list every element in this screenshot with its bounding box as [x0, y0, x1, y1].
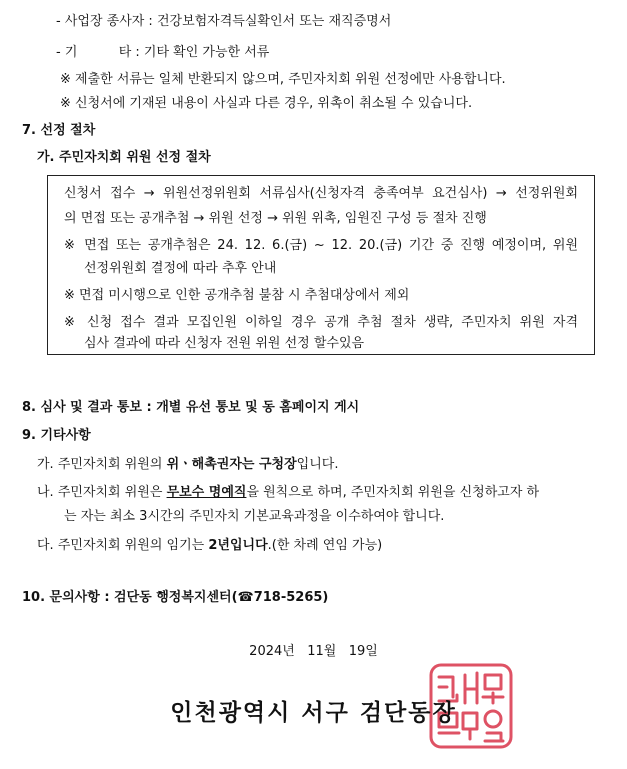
selection-procedure-box — [47, 175, 595, 355]
document-date: 2024년 11월 19일 — [249, 644, 378, 659]
section-9-item-da — [37, 538, 382, 554]
item-na-prefix: 나. 주민자치회 위원은 — [37, 485, 167, 500]
section-9-item-na — [37, 485, 539, 501]
doc-line-required-docs-employee: - 사업장 종사자 : 건강보험자격득실확인서 또는 재직증명서 — [56, 14, 392, 29]
issuer-name: 인천광역시 서구 검단동장 — [170, 699, 457, 726]
procedure-note-3-cont: 심사 결과에 따라 신청자 전원 위원 선정 할수있음 — [84, 336, 365, 351]
procedure-note-1-cont: 선정위원회 결정에 따라 추후 안내 — [84, 261, 277, 276]
doc-note-no-return: ※ 제출한 서류는 일체 반환되지 않으며, 주민자치회 위원 선정에만 사용합니다. — [60, 72, 506, 87]
procedure-note-1: ※ 면접 또는 공개추첨은 24. 12. 6.(금) ~ 12. 20.(금) 기간 중 진행 예정이며, 위원 — [64, 238, 578, 253]
item-na-underline: 무보수 명예직 — [166, 485, 247, 500]
section-8-heading: 8. 심사 및 결과 통보 : 개별 유선 통보 및 동 홈페이지 게시 — [22, 400, 360, 415]
item-ga-prefix: 가. 주민자치회 위원의 — [37, 457, 167, 472]
item-da-bold: 2년입니다 — [208, 538, 268, 553]
procedure-note-2: ※ 면접 미시행으로 인한 공개추첨 불참 시 추첨대상에서 제외 — [64, 288, 410, 303]
doc-line-required-docs-other: - 기 타 : 기타 확인 가능한 서류 — [56, 45, 270, 60]
procedure-note-3: ※ 신청 접수 결과 모집인원 이하일 경우 공개 추첨 절차 생략, 주민자치 위원 자격 — [64, 315, 578, 330]
section-10-contact: 10. 문의사항 : 검단동 행정복지센터(☎718-5265) — [22, 590, 329, 605]
doc-note-cancellation: ※ 신청서에 기재된 내용이 사실과 다른 경우, 위촉이 취소될 수 있습니다. — [60, 96, 473, 111]
section-7-heading: 7. 선정 절차 — [22, 123, 96, 138]
section-9-item-na-cont: 는 자는 최소 3시간의 주민자치 기본교육과정을 이수하여야 합니다. — [64, 509, 445, 524]
procedure-line-2: 의 면접 또는 공개추첨 → 위원 선정 → 위원 위촉, 임원진 구성 등 절차 진행 — [64, 211, 487, 226]
section-9-heading: 9. 기타사항 — [22, 428, 91, 443]
section-7-subheading: 가. 주민자치회 위원 선정 절차 — [37, 150, 211, 165]
item-da-suffix: .(한 차례 연임 가능) — [267, 538, 383, 553]
item-na-suffix: 을 원칙으로 하며, 주민자치회 위원을 신청하고자 하 — [246, 485, 540, 500]
item-ga-suffix: 입니다. — [296, 457, 339, 472]
procedure-line-1: 신청서 접수 → 위원선정위원회 서류심사(신청자격 충족여부 요건심사) → 선정위원회 — [64, 186, 578, 201]
item-ga-bold: 위ㆍ해촉권자는 구청장 — [166, 457, 297, 472]
section-9-item-ga — [37, 457, 338, 473]
item-da-prefix: 다. 주민자치회 위원의 임기는 — [37, 538, 209, 553]
